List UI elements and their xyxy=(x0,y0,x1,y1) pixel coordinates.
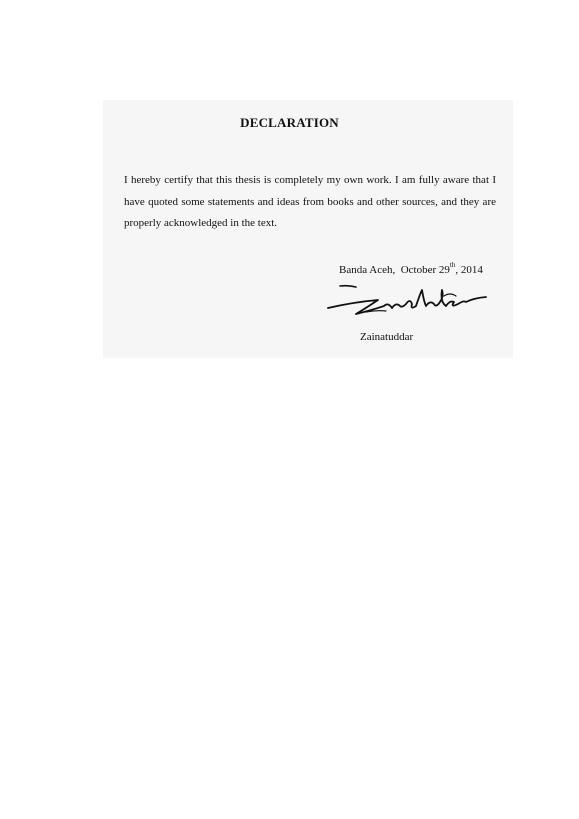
date-month: October xyxy=(400,264,437,276)
date-day: 29 xyxy=(438,264,450,276)
handwritten-signature xyxy=(326,284,490,320)
date-year: , 2014 xyxy=(455,264,483,276)
date-day-suffix: th xyxy=(449,261,456,269)
page-title: DECLARATION xyxy=(240,115,339,130)
declaration-paragraph: I hereby certify that this thesis is completely my own work. I am fully aware that I have quoted some statements and ideas from books and other sources, and they are properly acknowledged in the text. xyxy=(124,174,496,229)
date-line xyxy=(339,261,483,276)
date-place: Banda Aceh, xyxy=(339,264,396,276)
signer-name: Zainatuddar xyxy=(360,331,414,343)
